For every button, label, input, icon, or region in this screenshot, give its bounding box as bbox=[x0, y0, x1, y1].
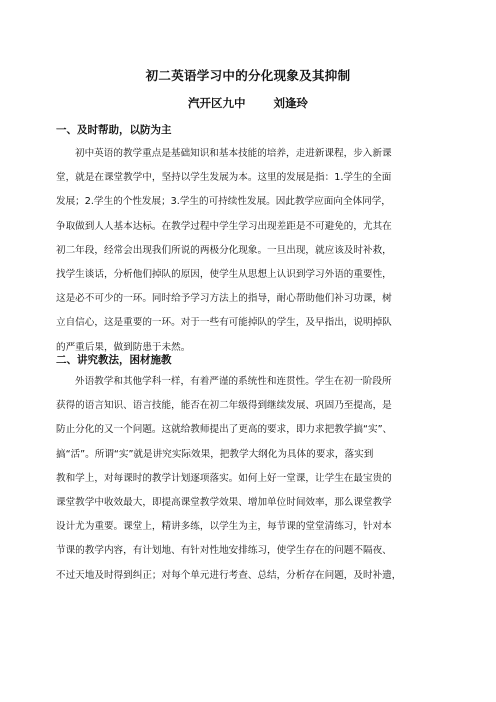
paragraph-line: 的严重后果，做到防患于未然。 bbox=[56, 341, 191, 353]
paragraph-line: 初二年段，经常会出现我们所说的两极分化现象。一旦出现，就应该及时补救， bbox=[56, 244, 392, 256]
paragraph-line: 搞“活”。所谓“实”就是讲究实际效果，把教学大纲化为具体的要求，落实到 bbox=[56, 448, 374, 460]
paragraph-line: 这是必不可少的一环。同时给予学习方法上的指导，耐心帮助他们补习功课，树 bbox=[56, 293, 392, 305]
paragraph-line: 争取做到人人基本达标。在教学过程中学生学习出现差距是不可避免的，尤其在 bbox=[56, 220, 392, 232]
paragraph-line: 堂，就是在课堂教学中，坚持以学生发展为本。这里的发展是指：1.学生的全面 bbox=[56, 172, 392, 184]
paragraph-line: 教和学上，对每课时的教学计划逐项落实。如何上好一堂课，让学生在最宝贵的 bbox=[56, 472, 392, 484]
author-line bbox=[0, 95, 496, 111]
document-title: 初二英语学习中的分化现象及其抑制 bbox=[145, 68, 351, 83]
paragraph-line: 外语教学和其他学科一样，有着严谨的系统性和连贯性。学生在初一阶段所 bbox=[75, 376, 392, 387]
paragraph-line: 防止分化的又一个问题。这就给教师提出了更高的要求，即力求把教学搞“实”、 bbox=[56, 424, 393, 436]
paragraph-line: 初中英语的教学重点是基础知识和基本技能的培养，走进新课程，步入新课 bbox=[75, 148, 392, 159]
paragraph-line: 设计尤为重要。课堂上，精讲多练，以学生为主，每节课的堂堂清练习，针对本 bbox=[56, 521, 392, 533]
section-heading-2: 二、讲究教法，困材施教 bbox=[56, 354, 172, 366]
paragraph-line: 获得的语言知识、语言技能，能否在初二年级得到继续发展、巩固乃至提高，是 bbox=[56, 400, 392, 412]
author-school: 汽开区九中 bbox=[188, 96, 246, 110]
section-heading-1: 一、及时帮助，以防为主 bbox=[56, 124, 172, 136]
section-paragraph-1 bbox=[56, 142, 440, 360]
paragraph-line: 找学生谈话，分析他们掉队的原因，使学生从思想上认识到学习外语的重要性， bbox=[56, 268, 392, 280]
section-paragraph-2 bbox=[56, 370, 440, 588]
paragraph-line: 节课的教学内容，有计划地、有针对性地安排练习，使学生存在的问题不隔夜、 bbox=[56, 545, 392, 557]
paragraph-line: 课堂教学中收效最大，即提高课堂教学效果、增加单位时间效率，那么课堂教学 bbox=[56, 496, 392, 508]
paragraph-line: 立自信心，这是重要的一环。对于一些有可能掉队的学生，及早指出，说明掉队 bbox=[56, 317, 392, 329]
paragraph-line: 不过天地及时得到纠正；对每个单元进行考查、总结，分析存在问题，及时补遗， bbox=[56, 569, 402, 581]
author-name: 刘逢玲 bbox=[273, 96, 308, 110]
paragraph-line: 发展；2.学生的个性发展；3.学生的可持续性发展。因此教学应面向全体同学， bbox=[56, 196, 391, 208]
